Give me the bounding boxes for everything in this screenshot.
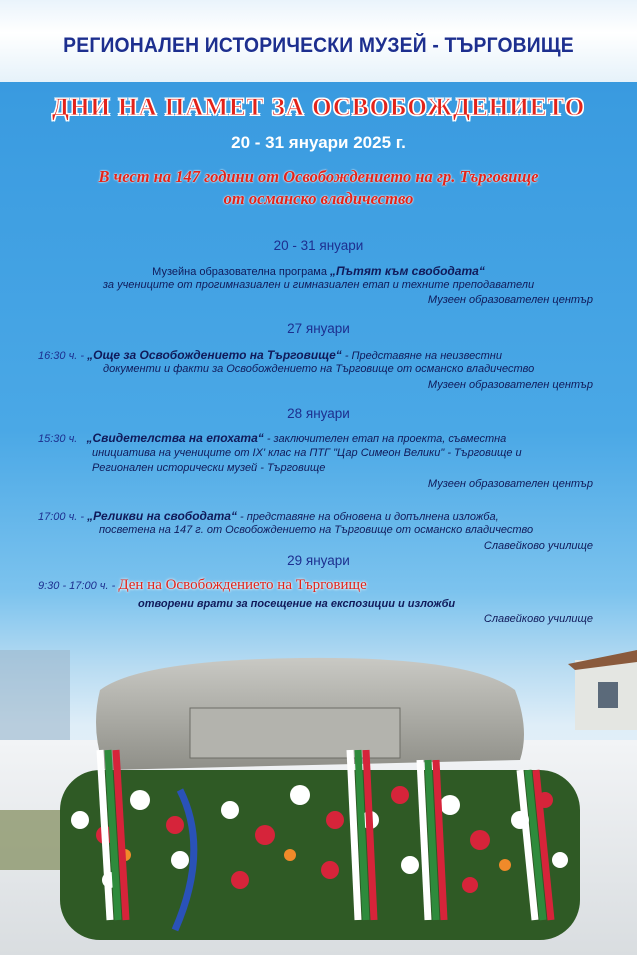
house-window xyxy=(598,682,618,708)
event-4-desc: - представяне на обновена и допълнена изложба, xyxy=(236,511,499,523)
day-heading-3: 28 януари xyxy=(287,406,350,421)
event-4-time: 17:00 ч. - xyxy=(38,511,85,523)
museum-title: РЕГИОНАЛЕН ИСТОРИЧЕСКИ МУЗЕЙ - ТЪРГОВИЩЕ xyxy=(63,34,574,57)
event-1-organizer: Музеен образователен център xyxy=(427,294,593,306)
event-4-organizer: Славейково училище xyxy=(483,540,593,552)
event-3-line-1 xyxy=(38,431,506,445)
event-5-time: 9:30 - 17:00 ч. - xyxy=(38,580,116,592)
event-3-line-3: Регионален исторически музей - Търговище xyxy=(92,462,326,474)
event-2-desc: - Представяне на неизвестни xyxy=(341,350,502,362)
event-2-line-1 xyxy=(38,348,502,362)
event-3-title: „Свидетелства на епохата“ xyxy=(86,431,264,445)
honor-line-1: В чест на 147 години от Освобождението на гр. Търговище xyxy=(98,167,539,186)
day-heading-2: 27 януари xyxy=(287,321,350,336)
event-2-line-2: документи и факти за Освобождението на Търговище от османско владичество xyxy=(103,363,535,375)
monument-photo xyxy=(0,620,637,955)
event-1-title: „Пътят към свободата“ xyxy=(330,264,485,278)
event-3-time: 15:30 ч. xyxy=(38,433,78,445)
event-1-prefix: Музейна образователна програма xyxy=(152,266,331,278)
day-heading-1: 20 - 31 януари xyxy=(273,238,364,253)
day-heading-4: 29 януари xyxy=(287,553,350,568)
wreaths xyxy=(60,750,580,940)
event-5-organizer: Славейково училище xyxy=(483,613,593,625)
event-5-line-2: отворени врати за посещение на експозиции и изложби xyxy=(138,598,456,610)
event-1-line-1 xyxy=(0,264,637,278)
honor-text xyxy=(30,166,607,210)
event-2-time: 16:30 ч. - xyxy=(38,350,85,362)
event-4-title: „Реликви на свободата“ xyxy=(87,509,237,523)
event-1-line-2: за учениците от прогимназиален и гимназиален етап и техните преподаватели xyxy=(102,279,535,291)
event-4-line-1 xyxy=(38,509,499,523)
honor-line-2: от османско владичество xyxy=(223,189,414,208)
event-2-organizer: Музеен образователен център xyxy=(427,379,593,391)
left-building xyxy=(0,650,70,740)
event-2-title: „Още за Освобождението на Търговище“ xyxy=(87,348,342,362)
poster-dates: 20 - 31 януари 2025 г. xyxy=(231,133,406,152)
event-5-line-1 xyxy=(38,577,367,594)
event-3-organizer: Музеен образователен център xyxy=(427,478,593,490)
event-3-desc: - заключителен етап на проекта, съвместна xyxy=(263,433,507,445)
event-5-title: Ден на Освобождението на Търговище xyxy=(118,577,367,593)
event-3-line-2: инициатива на учениците от IX' клас на ПТГ "Цар Симеон Велики" - Търговище и xyxy=(92,447,522,459)
poster-title: ДНИ НА ПАМЕТ ЗА ОСВОБОЖДЕНИЕТО xyxy=(51,94,586,121)
event-4-line-2: посветена на 147 г. от Освобождението на Търговище от османско владичество xyxy=(99,524,534,536)
